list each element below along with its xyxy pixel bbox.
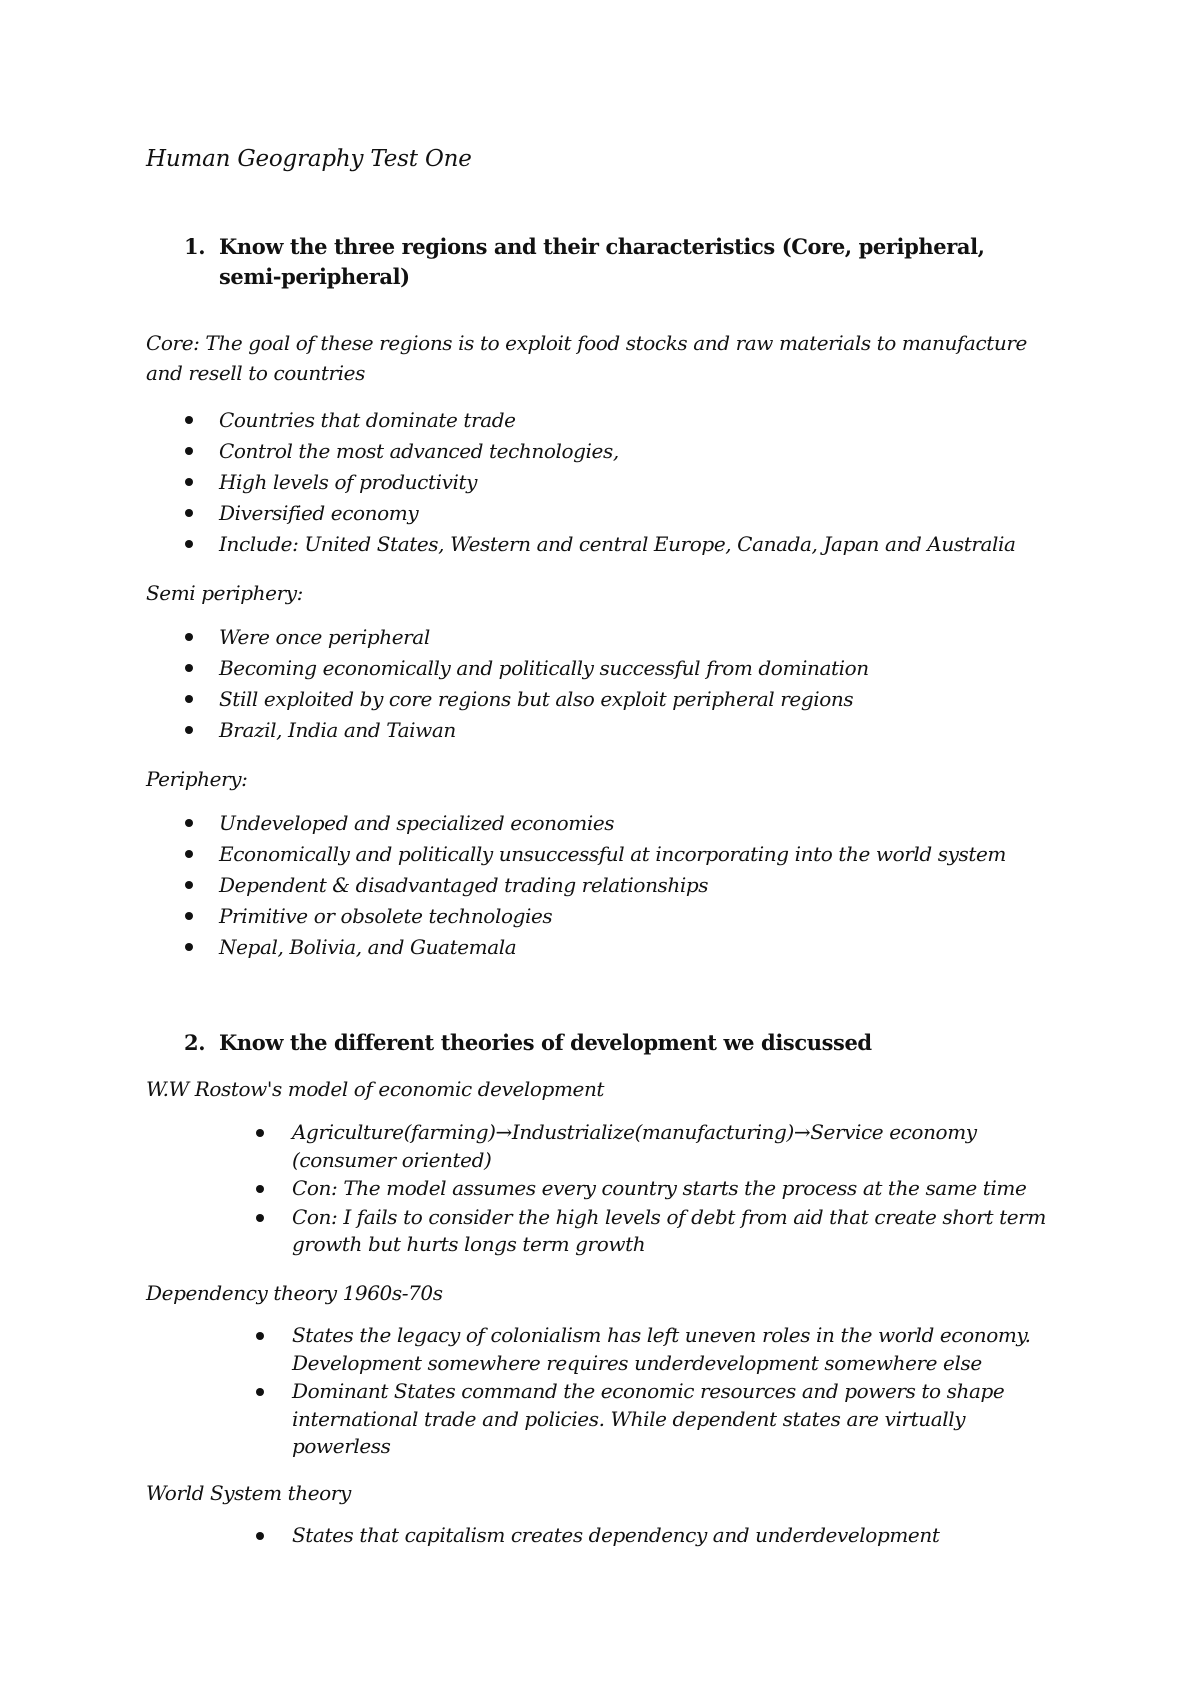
list-item: Still exploited by core regions but also exploit peripheral regions — [185, 685, 869, 713]
list-item: Dependent & disadvantaged trading relationships — [185, 871, 1006, 899]
list-item: Include: United States, Western and central Europe, Canada, Japan and Australia — [185, 530, 1016, 558]
question-2-heading — [184, 1028, 1044, 1058]
bullet-icon — [256, 1129, 264, 1137]
bullet-icon — [256, 1388, 264, 1396]
list-item: Agriculture(farming)→Industrialize(manufacturing)→Service economy (consumer oriented) — [256, 1119, 1076, 1174]
bullet-icon — [185, 850, 193, 858]
bullet-icon — [185, 943, 193, 951]
list-item: States that capitalism creates dependency and underdevelopment — [256, 1522, 1076, 1550]
list-item: Economically and politically unsuccessful at incorporating into the world system — [185, 840, 1006, 868]
list-item: Con: I fails to consider the high levels of debt from aid that create short term growth but hurts longs term growth — [256, 1204, 1076, 1259]
core-intro: Core: The goal of these regions is to exploit food stocks and raw materials to manufacture and resell to countries — [146, 331, 1027, 385]
list-item: Becoming economically and politically successful from domination — [185, 654, 869, 682]
question-number: 1. — [184, 234, 206, 259]
question-text: Know the three regions and their characteristics (Core, peripheral, semi-peripheral) — [219, 234, 985, 289]
list-item: Con: The model assumes every country starts the process at the same time — [256, 1175, 1076, 1203]
bullet-icon — [185, 416, 193, 424]
periphery-list — [185, 809, 1006, 964]
world-system-label: World System theory — [146, 1481, 351, 1505]
bullet-icon — [185, 633, 193, 641]
bullet-icon — [185, 726, 193, 734]
periphery-label: Periphery: — [146, 767, 248, 791]
bullet-icon — [185, 509, 193, 517]
core-list — [185, 406, 1016, 561]
list-item: Control the most advanced technologies, — [185, 437, 1016, 465]
document-title: Human Geography Test One — [146, 146, 472, 172]
bullet-icon — [185, 912, 193, 920]
bullet-icon — [185, 447, 193, 455]
bullet-icon — [256, 1185, 264, 1193]
list-item: Primitive or obsolete technologies — [185, 902, 1006, 930]
list-item: Brazil, India and Taiwan — [185, 716, 869, 744]
semi-periphery-label: Semi periphery: — [146, 581, 303, 605]
list-item: Countries that dominate trade — [185, 406, 1016, 434]
world-system-list — [256, 1522, 1076, 1551]
question-1-heading — [184, 232, 1044, 292]
list-item: High levels of productivity — [185, 468, 1016, 496]
bullet-icon — [185, 478, 193, 486]
bullet-icon — [185, 881, 193, 889]
rostow-label: W.W Rostow's model of economic development — [146, 1077, 605, 1101]
list-item: Dominant States command the economic resources and powers to shape international trade and policies. While dependent states are virtually powerless — [256, 1378, 1056, 1461]
list-item: Diversified economy — [185, 499, 1016, 527]
list-item: Undeveloped and specialized economies — [185, 809, 1006, 837]
bullet-icon — [256, 1532, 264, 1540]
bullet-icon — [256, 1214, 264, 1222]
bullet-icon — [185, 819, 193, 827]
bullet-icon — [185, 695, 193, 703]
list-item: Nepal, Bolivia, and Guatemala — [185, 933, 1006, 961]
semi-periphery-list — [185, 623, 869, 747]
dependency-theory-label: Dependency theory 1960s-70s — [146, 1281, 443, 1305]
bullet-icon — [185, 540, 193, 548]
bullet-icon — [185, 664, 193, 672]
dependency-theory-list — [256, 1322, 1056, 1462]
list-item: States the legacy of colonialism has left uneven roles in the world economy. Development somewhere requires underdevelopment somewhere else — [256, 1322, 1056, 1377]
question-number: 2. — [184, 1030, 206, 1055]
question-text: Know the different theories of development we discussed — [219, 1030, 872, 1055]
rostow-list — [256, 1119, 1076, 1260]
list-item: Were once peripheral — [185, 623, 869, 651]
bullet-icon — [256, 1332, 264, 1340]
